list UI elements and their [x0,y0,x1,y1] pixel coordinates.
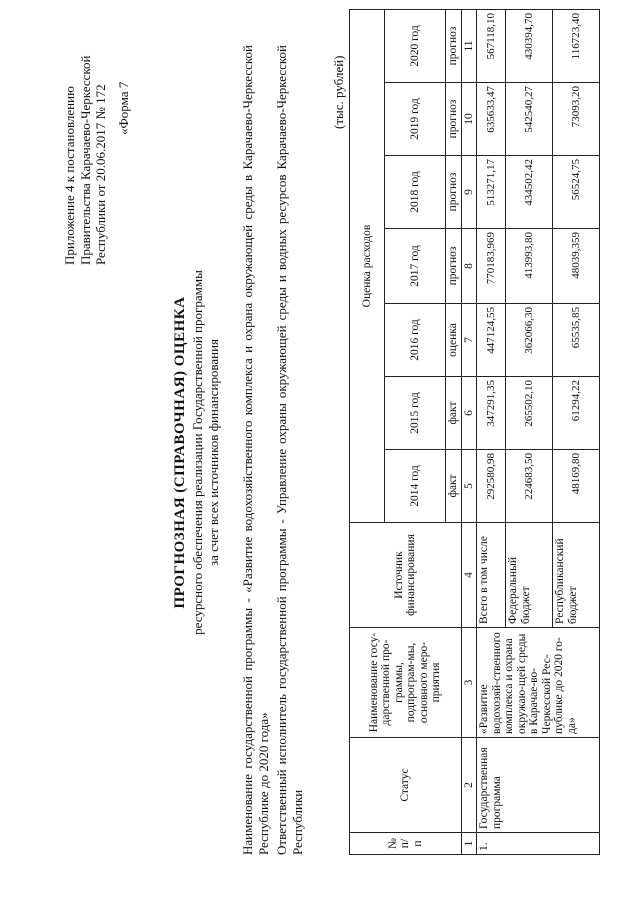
value-cell: 567118,10 [477,10,506,83]
value-cell: 434502,42 [506,156,553,229]
header-year: 2019 год [385,83,446,156]
header-type: оценка [446,304,462,377]
value-cell: 635633,47 [477,83,506,156]
source-label: Всего в том числе [477,523,506,628]
column-number-row [461,10,477,855]
program-name: Наименование государственной программы - «Развитие водохозяйственного комплекса и охрана окружающей среды в Карачаево-Черкесской Республике до 2020 года» [240,45,271,855]
appendix-note [62,15,109,265]
column-number: 3 [461,628,477,738]
header-type: прогноз [446,229,462,304]
value-cell: 770183,969 [477,229,506,304]
header-year: 2018 год [385,156,446,229]
value-cell: 513271,17 [477,156,506,229]
header-num: № п/п [350,833,462,855]
value-cell: 48039,359 [553,229,600,304]
value-cell: 362066,30 [506,304,553,377]
header-estimate: Оценка расходов [350,10,385,523]
source-label: Республиканский бюджет [553,523,600,628]
value-cell: 116723,40 [553,10,600,83]
form-label: «Форма 7 [116,81,131,135]
document-subtitle [190,0,221,905]
value-cell: 61294,22 [553,377,600,450]
row-program-name: «Развитие водохозяй-ственного комплекса и охрана окружаю-щей среды в Карачае-во-Черкесской Рес-публике до 2020 го-да» [477,628,600,738]
unit-label: (тыс. рублей) [331,55,346,129]
table-row-total [477,10,506,855]
header-type: прогноз [446,156,462,229]
value-cell: 413993,80 [506,229,553,304]
header-type: факт [446,377,462,450]
column-number: 2 [461,738,477,833]
value-cell: 292580,98 [477,450,506,523]
document-title: ПРОГНОЗНАЯ (СПРАВОЧНАЯ) ОЦЕНКА [172,296,188,609]
row-status: Государственная программа [477,738,600,833]
column-number: 5 [461,450,477,523]
value-cell: 447124,55 [477,304,506,377]
header-type: прогноз [446,83,462,156]
column-number: 8 [461,229,477,304]
header-source: Источник финансирования [350,523,462,628]
header-year: 2020 год [385,10,446,83]
header-type: прогноз [446,10,462,83]
header-type: факт [446,450,462,523]
subtitle-line-1: ресурсного обеспечения реализации Государственной программы [190,270,205,635]
appendix-line-1: Приложение 4 к постановлению [62,86,77,265]
funding-table [349,9,600,855]
value-cell: 48169,80 [553,450,600,523]
header-year: 2016 год [385,304,446,377]
header-year: 2015 год [385,377,446,450]
value-cell: 542540,27 [506,83,553,156]
value-cell: 347291,35 [477,377,506,450]
column-number: 10 [461,83,477,156]
value-cell: 73093,20 [553,83,600,156]
value-cell: 430394,70 [506,10,553,83]
row-num: 1. [477,833,600,855]
source-label: Федеральный бюджет [506,523,553,628]
column-number: 7 [461,304,477,377]
value-cell: 56524,75 [553,156,600,229]
column-number: 11 [461,10,477,83]
column-number: 6 [461,377,477,450]
header-row-1 [350,10,385,855]
value-cell: 224683,50 [506,450,553,523]
column-number: 1 [461,833,477,855]
column-number: 9 [461,156,477,229]
value-cell: 265502,10 [506,377,553,450]
column-number: 4 [461,523,477,628]
value-cell: 65535,85 [553,304,600,377]
header-status: Статус [350,738,462,833]
header-year: 2014 год [385,450,446,523]
appendix-line-3: Республики от 20.06.2017 № 172 [93,84,108,265]
appendix-line-2: Правительства Карачаево-Черкесской [77,55,93,265]
header-year: 2017 год [385,229,446,304]
responsible-executor: Ответственный исполнитель государственной программы - Управление охраны окружающей среды и водных ресурсов Карачаево-Черкесской Республики [274,45,305,855]
header-name: Наименование госу-дарственной про-граммы, подпрограм-мы, основного меро-приятия [350,628,462,738]
subtitle-line-2: за счет всех источников финансирования [205,338,221,567]
